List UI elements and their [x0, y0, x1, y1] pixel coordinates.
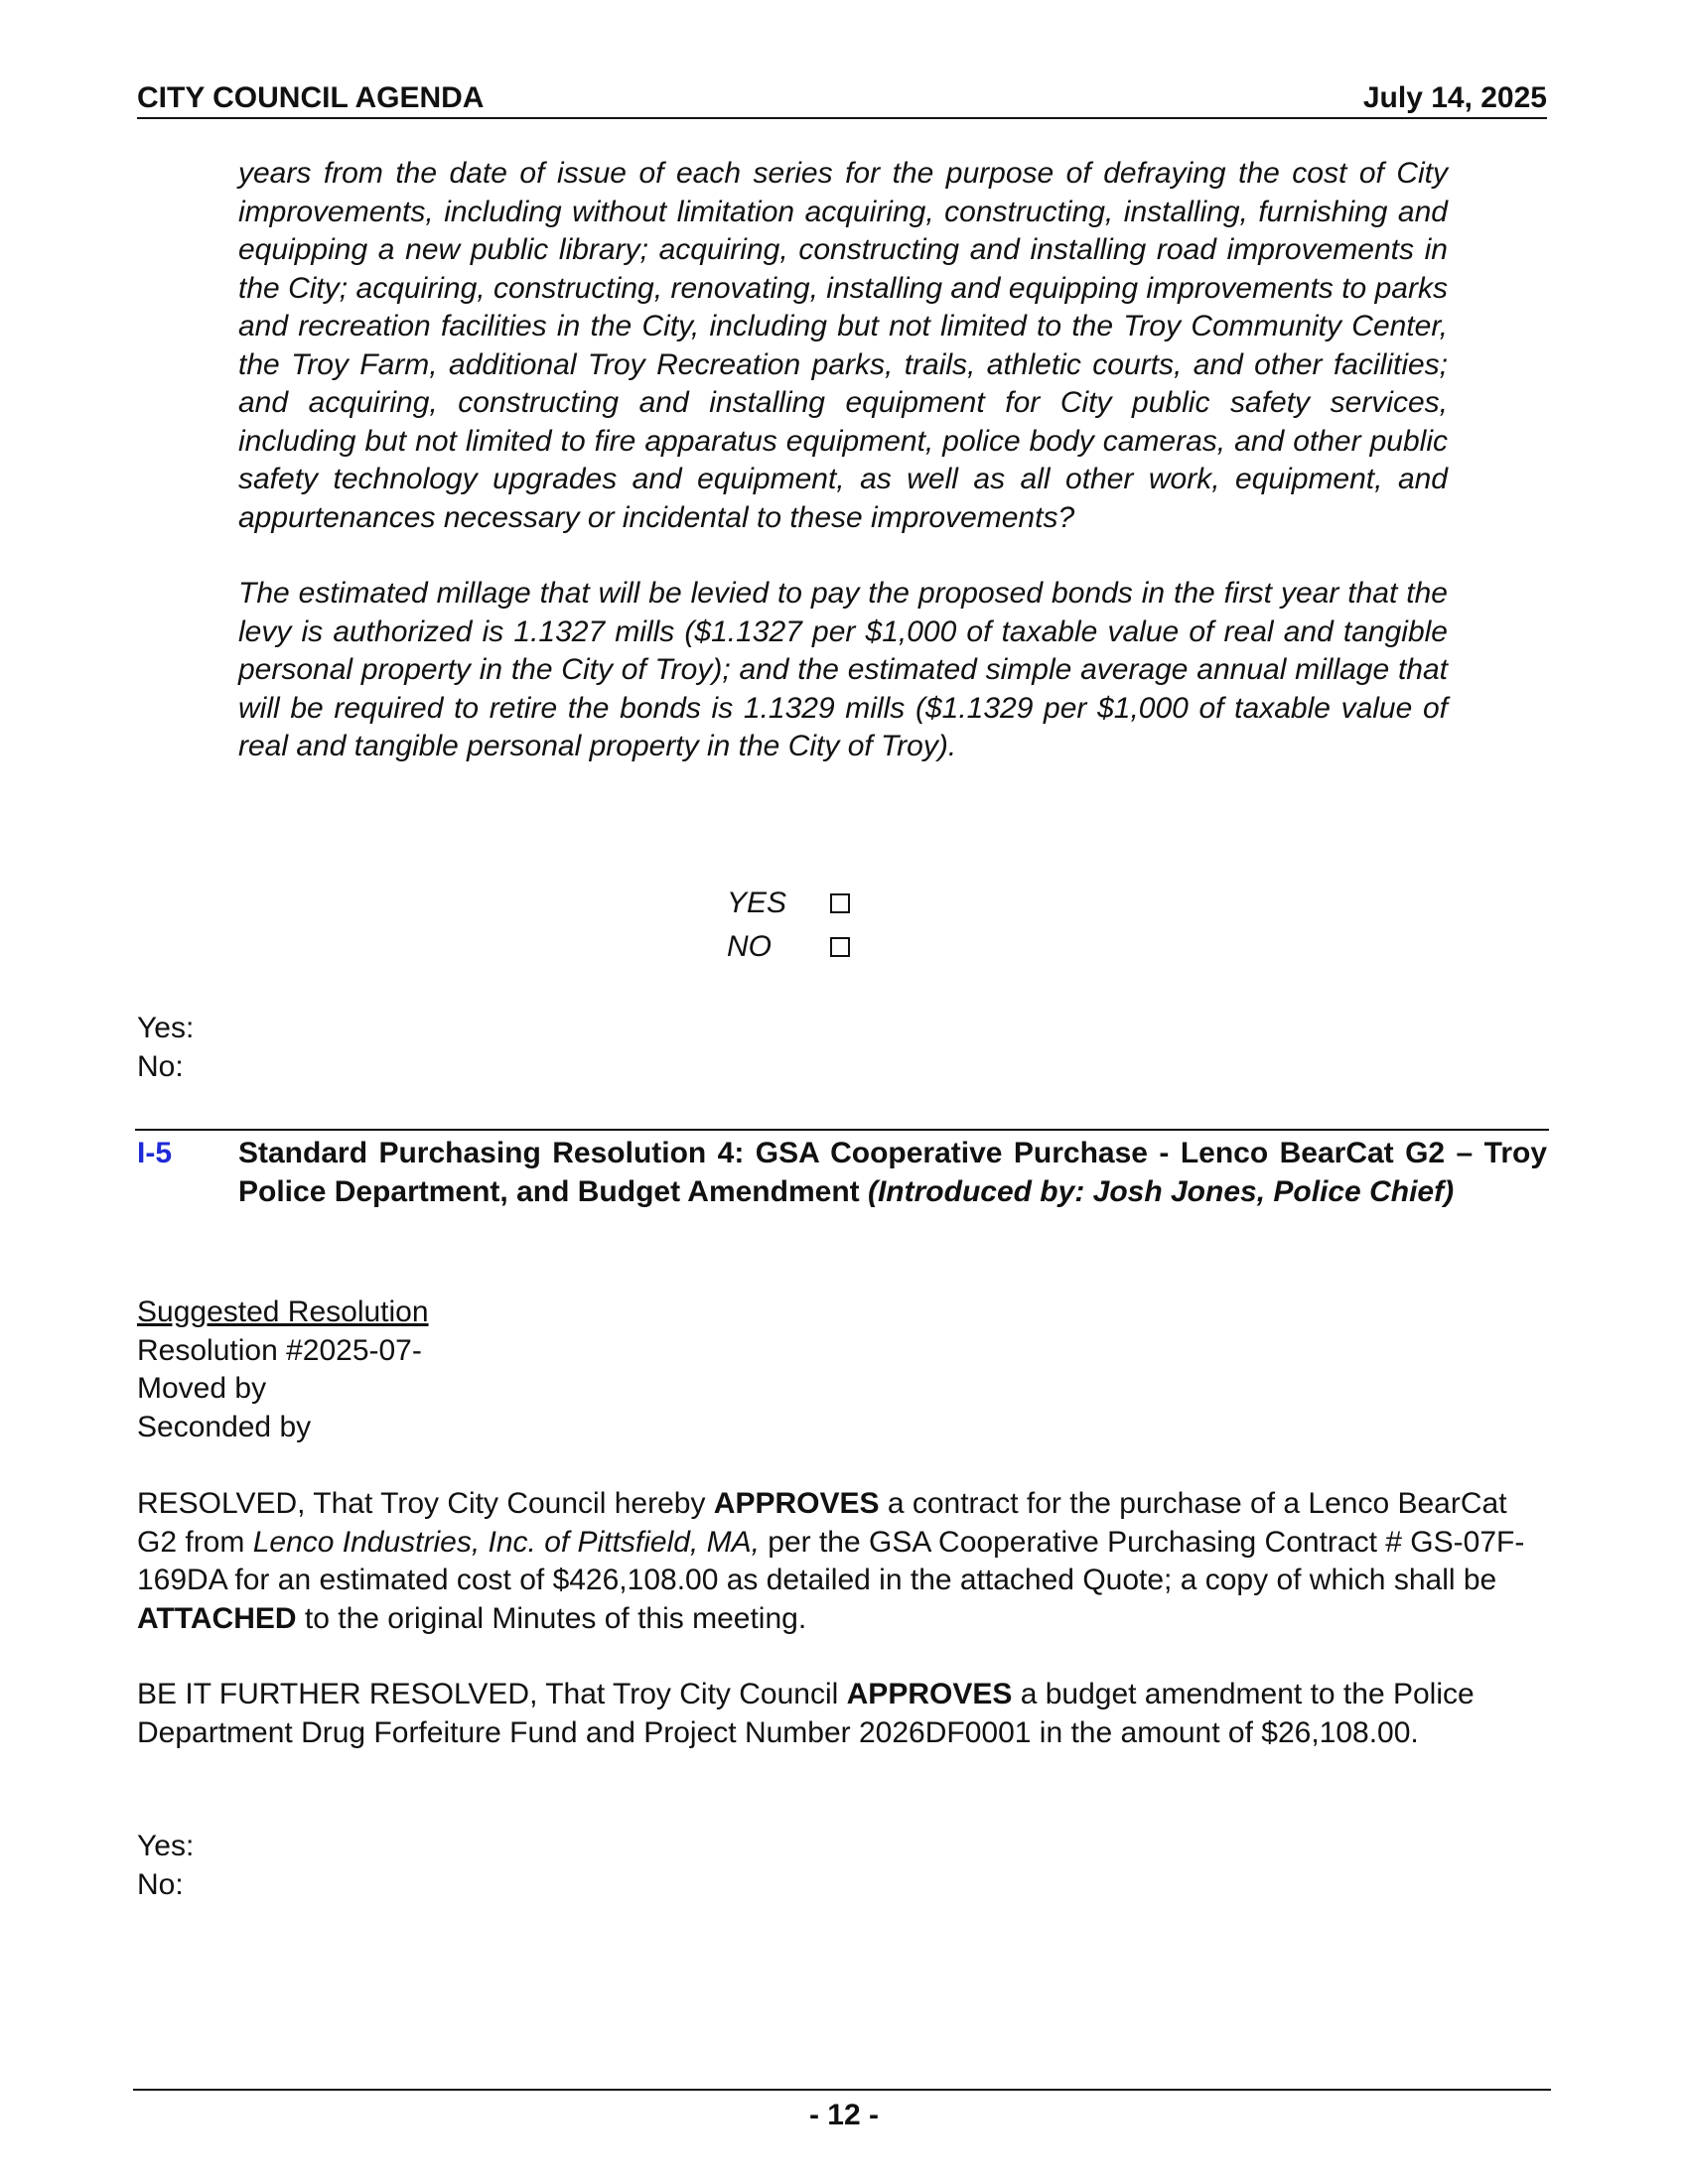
ballot-paragraph-millage: The estimated millage that will be levied to pay the proposed bonds in the first year that the levy is authorized is 1.1327 mills ($1.1327 per $1,000 of taxable value of real and tangible personal property in the City of Troy); and the estimated simple average annual millage that will be required to retire the bonds is 1.1329 mills ($1.1329 per $1,000 of taxable value of real and tangible personal property in the City of Troy).: [238, 577, 1448, 762]
suggested-resolution-heading: Suggested Resolution: [137, 1296, 429, 1328]
vote-no-label: No:: [137, 1049, 184, 1083]
yes-checkbox[interactable]: [830, 893, 850, 913]
item-number: I-5: [137, 1137, 173, 1169]
item-title-text: Standard Purchasing Resolution 4: GSA Cooperative Purchase - Lenco BearCat G2 – Troy Police Department, and Budget Amendment: [238, 1137, 1547, 1208]
yes-choice-label: YES: [727, 887, 787, 919]
moved-by: Moved by: [137, 1372, 267, 1405]
ballot-paragraph-purpose: years from the date of issue of each series for the purpose of defraying the cost of City improvements, including without limitation acquiring, constructing, installing, furnishing and equipping a new public library; acquiring, constructing and installing road improvements in the City; acquiring, constructing, renovating, installing and equipping improvements to parks and recreation facilities in the City, including but not limited to the Troy Community Center, the Troy Farm, additional Troy Recreation parks, trails, athletic courts, and other facilities; and acquiring, constructing and installing equipment for City public safety services, including but not limited to fire apparatus equipment, police body cameras, and other public safety technology upgrades and equipment, as well as all other work, equipment, and appurtenances necessary or incidental to these improvements?: [238, 157, 1448, 534]
resolved-text-2: a contract for the purchase of a Lenco BearCat G2 from: [137, 1487, 1507, 1559]
item-introduced-by: (Introduced by: Josh Jones, Police Chief): [867, 1174, 1455, 1208]
header-title: CITY COUNCIL AGENDA: [137, 81, 485, 114]
resolution-header: [137, 1294, 429, 1446]
vote-tally-1: [137, 1010, 194, 1086]
approves-keyword: APPROVES: [713, 1487, 880, 1520]
page-header: [137, 79, 1547, 119]
resolved-paragraph: [137, 1485, 1547, 1638]
item-title: [238, 1135, 1547, 1211]
resolved-text-1: RESOLVED, That Troy City Council hereby: [137, 1487, 714, 1520]
resolved-text-4: to the original Minutes of this meeting.: [296, 1601, 807, 1635]
further-resolved-paragraph: [137, 1676, 1547, 1752]
ballot-choice-yes: [727, 882, 850, 925]
further-resolved-text-1: BE IT FURTHER RESOLVED, That Troy City Council: [137, 1678, 847, 1710]
approves-keyword-2: APPROVES: [846, 1678, 1013, 1710]
further-resolved-text-2: a budget amendment to the Police Department Drug Forfeiture Fund and Project Number 2026DF0001 in the amount of $26,108.00.: [137, 1678, 1475, 1749]
ballot-choice-no: [727, 925, 850, 969]
seconded-by: Seconded by: [137, 1410, 312, 1443]
vote-yes-label-2: Yes:: [137, 1830, 195, 1862]
vote-tally-2: [137, 1828, 194, 1904]
resolution-number: Resolution #2025-07-: [137, 1333, 422, 1367]
page-number: - 12 -: [808, 2099, 880, 2131]
vote-yes-label: Yes:: [137, 1012, 195, 1044]
resolved-text-3: per the GSA Cooperative Purchasing Contract # GS-07F-169DA for an estimated cost of $426,108.00 as detailed in the attached Quote; a copy of which shall be: [137, 1525, 1525, 1596]
ballot-question: [238, 155, 1448, 766]
header-date: July 14, 2025: [1362, 81, 1547, 114]
vote-no-label-2: No:: [137, 1867, 184, 1901]
attached-keyword: ATTACHED: [137, 1601, 297, 1635]
no-choice-label: NO: [727, 930, 772, 963]
no-checkbox[interactable]: [830, 937, 850, 957]
footer-divider: [133, 2089, 1551, 2091]
ballot-choices: [727, 882, 850, 969]
vendor-name: Lenco Industries, Inc. of Pittsfield, MA,: [252, 1525, 760, 1559]
section-divider: [135, 1129, 1549, 1131]
